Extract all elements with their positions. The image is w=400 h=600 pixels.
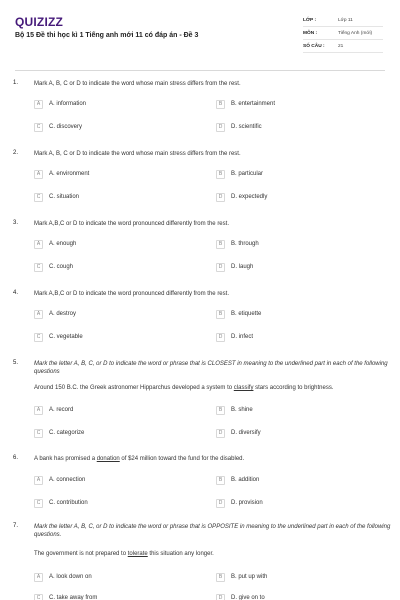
option-text: A. environment	[49, 171, 90, 177]
question-instruction: Mark the letter A, B, C, or D to indicate the word or phrase that is OPPOSITE in meaning to the underlined part in each of the following questions.	[34, 524, 391, 538]
option-a[interactable]	[34, 475, 85, 485]
meta-key: SỐ CÂU :	[303, 43, 325, 49]
option-letter-box: D	[216, 499, 225, 508]
quiz-title: Bộ 15 Đề thi học kì 1 Tiếng anh mới 11 có đáp án - Đề 3	[15, 32, 199, 39]
question-number: 2.	[13, 150, 19, 156]
question-number: 1.	[13, 80, 19, 86]
question-text: Mark A,B,C or D to indicate the word pronounced differently from the rest.	[34, 221, 229, 227]
option-c[interactable]	[34, 593, 97, 600]
underlined-word: tolerate	[127, 551, 148, 557]
meta-value: Tiếng Anh (mới)	[338, 30, 373, 36]
option-c[interactable]	[34, 122, 82, 132]
option-text: B. put up with	[231, 574, 268, 580]
option-letter-box: C	[34, 123, 43, 132]
option-letter-box: D	[216, 193, 225, 202]
question-number: 6.	[13, 455, 19, 461]
option-a[interactable]	[34, 239, 76, 249]
option-c[interactable]	[34, 262, 73, 272]
option-letter-box: A	[34, 573, 43, 582]
option-d[interactable]	[216, 332, 253, 342]
option-letter-box: B	[216, 100, 225, 109]
question-text: Mark A,B,C or D to indicate the word pronounced differently from the rest.	[34, 291, 229, 297]
quizizz-logo: QUIZIZZ	[15, 15, 64, 29]
option-c[interactable]	[34, 332, 83, 342]
option-letter-box: C	[34, 594, 43, 600]
option-d[interactable]	[216, 593, 265, 600]
option-text: A. enough	[49, 241, 77, 247]
meta-value: 21	[338, 43, 344, 49]
question-number: 7.	[13, 523, 19, 529]
page-header	[0, 0, 400, 70]
option-d[interactable]	[216, 122, 262, 132]
option-letter-box: B	[216, 573, 225, 582]
option-text: B. addition	[231, 477, 260, 483]
meta-row-class	[303, 14, 383, 27]
option-c[interactable]	[34, 192, 79, 202]
option-letter-box: D	[216, 429, 225, 438]
option-a[interactable]	[34, 309, 76, 319]
option-text: D. laugh	[231, 264, 254, 270]
option-a[interactable]	[34, 405, 73, 415]
option-letter-box: B	[216, 240, 225, 249]
option-text: A. look down on	[49, 574, 92, 580]
option-b[interactable]	[216, 169, 263, 179]
option-text: D. scientific	[231, 124, 262, 130]
option-text: D. provision	[231, 500, 263, 506]
question-text	[34, 455, 394, 463]
option-b[interactable]	[216, 405, 253, 415]
option-letter-box: A	[34, 406, 43, 415]
meta-value: Lớp 11	[338, 17, 353, 23]
option-text: D. infect	[231, 334, 254, 340]
option-letter-box: A	[34, 310, 43, 319]
option-d[interactable]	[216, 428, 261, 438]
option-letter-box: D	[216, 123, 225, 132]
option-text: A. information	[49, 101, 87, 107]
option-text: C. cough	[49, 264, 74, 270]
meta-key: LỚP :	[303, 17, 317, 23]
option-letter-box: B	[216, 310, 225, 319]
question-number: 4.	[13, 290, 19, 296]
option-letter-box: A	[34, 170, 43, 179]
option-text: B. through	[231, 241, 259, 247]
option-text: A. record	[49, 407, 74, 413]
option-letter-box: A	[34, 476, 43, 485]
option-text: C. contribution	[49, 500, 88, 506]
option-d[interactable]	[216, 498, 263, 508]
question-sentence	[34, 551, 394, 557]
option-c[interactable]	[34, 498, 88, 508]
question-sentence	[34, 385, 394, 391]
option-text: C. vegetable	[49, 334, 83, 340]
option-text: D. diversify	[231, 430, 261, 436]
quiz-meta	[303, 14, 383, 53]
option-letter-box: D	[216, 594, 225, 600]
option-a[interactable]	[34, 572, 92, 582]
option-letter-box: A	[34, 100, 43, 109]
option-letter-box: B	[216, 406, 225, 415]
option-b[interactable]	[216, 99, 275, 109]
option-b[interactable]	[216, 309, 261, 319]
sentence-part: this situation any longer.	[147, 551, 214, 557]
option-b[interactable]	[216, 239, 259, 249]
option-text: C. discovery	[49, 124, 83, 130]
option-letter-box: D	[216, 263, 225, 272]
meta-row-count	[303, 40, 383, 53]
option-text: C. situation	[49, 194, 80, 200]
option-letter-box: C	[34, 263, 43, 272]
meta-row-subject	[303, 27, 383, 40]
option-text: A. destroy	[49, 311, 77, 317]
sentence-part: Around 150 B.C. the Greek astronomer Hipparchus developed a system to	[34, 385, 234, 391]
option-letter-box: D	[216, 333, 225, 342]
option-a[interactable]	[34, 99, 86, 109]
meta-key: MÔN :	[303, 30, 318, 36]
option-letter-box: C	[34, 193, 43, 202]
question-text: Mark A, B, C or D to indicate the word whose main stress differs from the rest.	[34, 81, 241, 87]
option-text: B. particular	[231, 171, 264, 177]
option-text: B. shine	[231, 407, 253, 413]
question-number: 3.	[13, 220, 19, 226]
option-text: B. entertainment	[231, 101, 276, 107]
option-a[interactable]	[34, 169, 89, 179]
sentence-part: of $24 million toward the fund for the disabled.	[119, 456, 245, 462]
option-b[interactable]	[216, 475, 259, 485]
option-d[interactable]	[216, 192, 267, 202]
option-text: A. connection	[49, 477, 86, 483]
sentence-part: The government is not prepared to	[34, 551, 128, 557]
sentence-part: A bank has promised a	[34, 456, 97, 462]
option-letter-box: C	[34, 429, 43, 438]
option-text: C. categorize	[49, 430, 85, 436]
option-text: D. give on to	[231, 595, 265, 600]
sentence-part: stars according to brightness.	[253, 385, 334, 391]
option-text: C. take away from	[49, 595, 98, 600]
option-text: D. expectedly	[231, 194, 268, 200]
option-letter-box: A	[34, 240, 43, 249]
option-b[interactable]	[216, 572, 267, 582]
option-letter-box: C	[34, 499, 43, 508]
header-divider	[15, 70, 385, 71]
option-letter-box: B	[216, 476, 225, 485]
option-letter-box: C	[34, 333, 43, 342]
underlined-word: classify	[233, 385, 254, 391]
underlined-word: donation	[96, 456, 120, 462]
option-text: B. etiquette	[231, 311, 262, 317]
option-c[interactable]	[34, 428, 84, 438]
question-number: 5.	[13, 360, 19, 366]
option-letter-box: B	[216, 170, 225, 179]
question-text: Mark A, B, C or D to indicate the word whose main stress differs from the rest.	[34, 151, 241, 157]
option-d[interactable]	[216, 262, 253, 272]
question-instruction: Mark the letter A, B, C, or D to indicate the word or phrase that is CLOSEST in meaning to the underlined part in each of the following questions	[34, 361, 388, 375]
